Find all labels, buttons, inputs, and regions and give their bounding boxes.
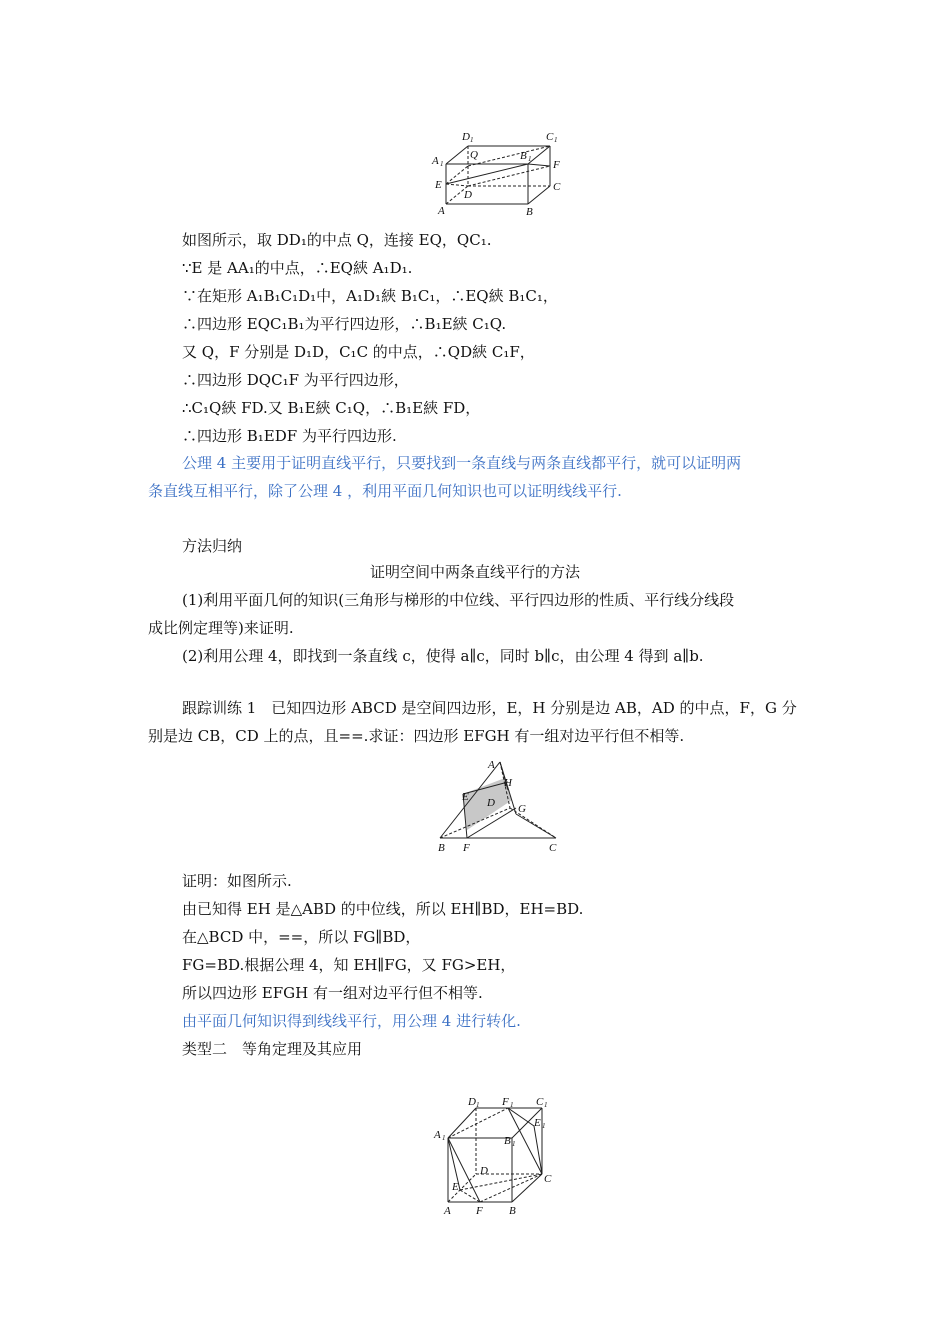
svg-text:1: 1 — [528, 155, 532, 163]
solution-line-8: ∴四边形 B₁EDF 为平行四边形. — [182, 427, 397, 445]
proof-line-4: FG=BD.根据公理 4，知 EH∥FG，又 FG>EH， — [182, 956, 516, 974]
svg-text:1: 1 — [544, 1101, 548, 1109]
label-B: B — [438, 842, 445, 854]
label-D: D — [487, 797, 495, 809]
solution-line-1: 如图所示，取 DD₁的中点 Q，连接 EQ，QC₁. — [182, 231, 492, 249]
svg-text:1: 1 — [470, 136, 474, 144]
section-type-2: 类型二 等角定理及其应用 — [182, 1040, 363, 1058]
label-A: A — [444, 1205, 451, 1217]
method-item-1: (1)利用平面几何的知识(三角形与梯形的中位线、平行四边形的性质、平行线分线段 — [182, 591, 735, 609]
label-C: C — [544, 1173, 552, 1185]
proof-line-3: 在△BCD 中，==，所以 FG∥BD， — [182, 928, 421, 946]
method-title: 证明空间中两条直线平行的方法 — [369, 563, 580, 581]
label-D: D — [464, 189, 472, 201]
label-D1: D — [468, 1096, 476, 1108]
label-E: E — [435, 179, 442, 191]
label-A1: A — [432, 155, 439, 167]
solution-line-3: ∵在矩形 A₁B₁C₁D₁中，A₁D₁綊 B₁C₁，∴EQ綊 B₁C₁， — [182, 287, 558, 305]
label-A: A — [438, 205, 445, 217]
label-D: D — [480, 1165, 488, 1177]
note-line-2: 条直线互相平行，除了公理 4 ，利用平面几何知识也可以证明线线平行. — [148, 482, 622, 500]
label-C1: C — [536, 1096, 544, 1108]
solution-line-4: ∴四边形 EQC₁B₁为平行四边形，∴B₁E綊 C₁Q. — [182, 315, 507, 333]
label-A: A — [488, 759, 495, 771]
method-item-2: (2)利用公理 4，即找到一条直线 c，使得 a∥c，同时 b∥c，由公理 4 得到 a∥b. — [182, 647, 704, 665]
label-A1: A — [434, 1129, 441, 1141]
figure-spatial-quadrilateral — [430, 756, 570, 856]
svg-text:1: 1 — [476, 1101, 480, 1109]
label-E: E — [462, 791, 469, 803]
exercise-line-1: 跟踪训练 1 已知四边形 ABCD 是空间四边形，E，H 分别是边 AB，AD 的中点，F，G 分 — [182, 699, 797, 717]
label-E1: E — [534, 1117, 541, 1129]
solution-line-6: ∴四边形 DQC₁F 为平行四边形， — [182, 371, 409, 389]
label-E: E — [452, 1181, 459, 1193]
label-F: F — [476, 1205, 483, 1217]
label-B1: B — [520, 150, 527, 162]
proof-line-5: 所以四边形 EFGH 有一组对边平行但不相等. — [182, 984, 483, 1002]
svg-text:1: 1 — [440, 160, 444, 168]
label-H: H — [504, 777, 512, 789]
solution-line-7: ∴C₁Q綊 FD.又 B₁E綊 C₁Q，∴B₁E綊 FD， — [182, 399, 481, 417]
label-F: F — [553, 159, 560, 171]
solution-line-2: ∵E 是 AA₁的中点，∴EQ綊 A₁D₁. — [182, 259, 413, 277]
method-item-1-cont: 成比例定理等)来证明. — [148, 619, 294, 637]
label-C: C — [549, 842, 557, 854]
proof-line-1: 证明：如图所示. — [182, 872, 292, 890]
label-F: F — [463, 842, 470, 854]
label-F1: F — [502, 1096, 509, 1108]
note-line-1: 公理 4 主要用于证明直线平行，只要找到一条直线与两条直线都平行，就可以证明两 — [182, 454, 742, 472]
label-C1: C — [546, 131, 554, 143]
exercise-line-2: 别是边 CB，CD 上的点，且==.求证：四边形 EFGH 有一组对边平行但不相等. — [148, 727, 685, 745]
figure-cube — [430, 1094, 560, 1218]
label-C: C — [553, 181, 561, 193]
label-D1: D — [462, 131, 470, 143]
label-B: B — [526, 206, 533, 218]
proof-line-2: 由已知得 EH 是△ABD 的中位线，所以 EH∥BD，EH=BD. — [182, 900, 584, 918]
method-heading: 方法归纳 — [182, 537, 243, 555]
figure-box-1 — [428, 126, 568, 218]
note-line-3: 由平面几何知识得到线线平行，用公理 4 进行转化. — [182, 1012, 521, 1030]
label-Q: Q — [470, 149, 478, 161]
svg-text:1: 1 — [542, 1122, 546, 1130]
solution-line-5: 又 Q，F 分别是 D₁D，C₁C 的中点，∴QD綊 C₁F， — [182, 343, 535, 361]
svg-text:1: 1 — [510, 1101, 514, 1109]
svg-text:1: 1 — [512, 1140, 516, 1148]
svg-text:1: 1 — [442, 1134, 446, 1142]
label-G: G — [518, 803, 526, 815]
label-B: B — [509, 1205, 516, 1217]
label-B1: B — [504, 1135, 511, 1147]
svg-text:1: 1 — [554, 136, 558, 144]
